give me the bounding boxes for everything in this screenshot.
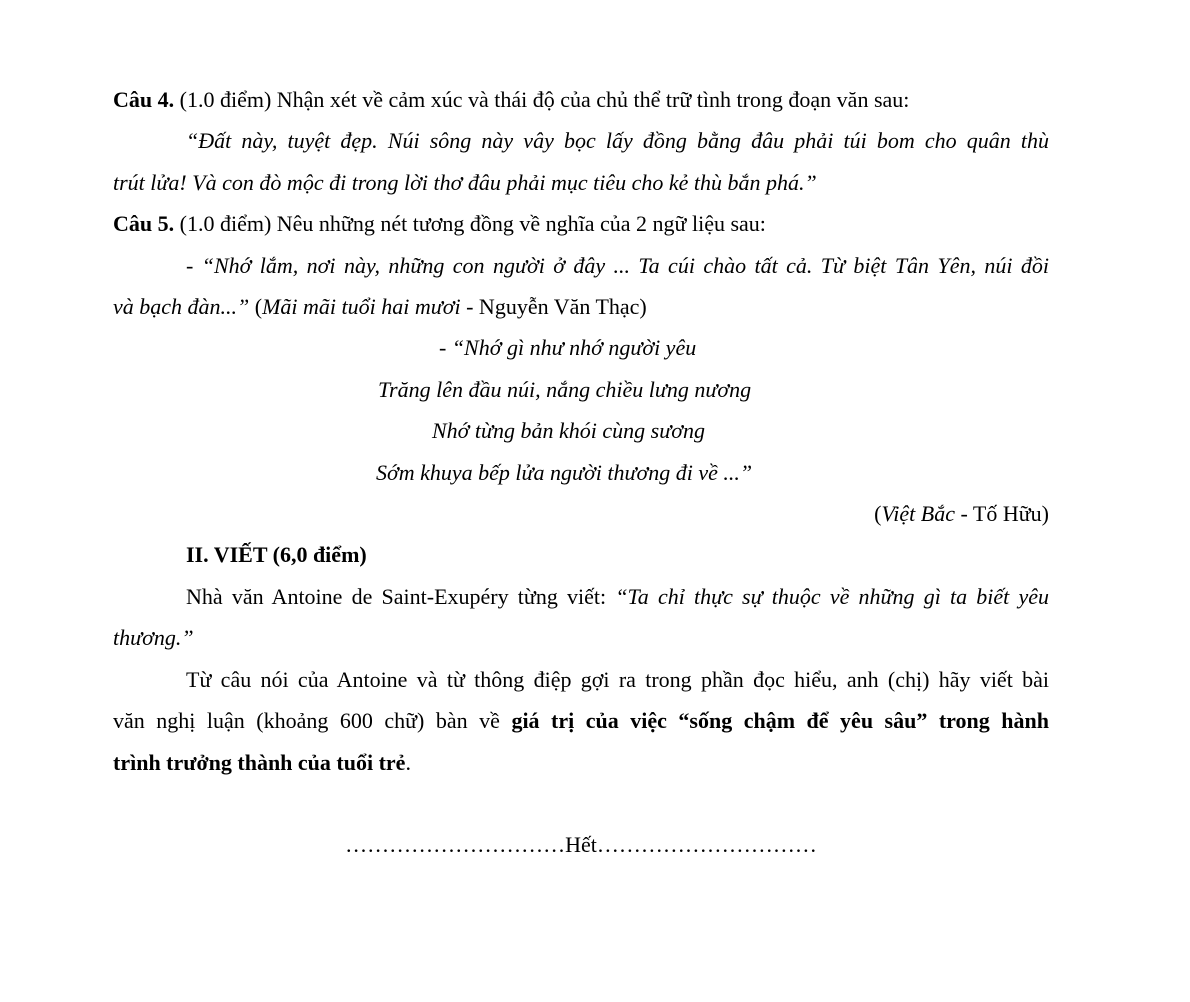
poem-line-1: - “Nhớ gì như nhớ người yêu: [439, 335, 697, 361]
excerpt-1-line-2: [113, 286, 1049, 327]
question-4: [113, 79, 1049, 120]
question-4-label: Câu 4.: [113, 87, 175, 112]
document-page: [113, 79, 1049, 865]
section-2-para-2-line-3-emphasis: trình trưởng thành của tuổi trẻ: [113, 749, 406, 775]
excerpt-1-source-title: Mãi mãi tuổi hai mươi: [262, 294, 461, 320]
section-2-para-1-quote: “Ta chỉ thực sự thuộc về những gì ta biết yêu: [615, 583, 1049, 609]
excerpt-1-line-2-text: và bạch đàn...”: [113, 294, 250, 320]
section-2-para-2-line-2-emphasis: giá trị của việc “sống chậm để yêu sâu” trong hành: [511, 708, 1050, 734]
excerpt-1-source-author: - Nguyễn Văn Thạc): [460, 294, 647, 320]
question-4-quote-line-2: trút lửa! Và con đò mộc đi trong lời thơ đâu phải mục tiêu cho kẻ thù bắn phá.”: [113, 169, 817, 195]
section-2-para-2-line-1: Từ câu nói của Antoine và từ thông điệp gợi ra trong phần đọc hiểu, anh (chị) hãy viết bài: [186, 666, 1049, 692]
question-5: [113, 203, 1049, 244]
question-5-text: (1.0 điểm) Nêu những nét tương đồng về nghĩa của 2 ngữ liệu sau:: [174, 211, 766, 237]
section-2-para-1-lead: Nhà văn Antoine de Saint-Exupéry từng viết:: [186, 583, 616, 609]
poem-source-title: Việt Bắc: [881, 501, 955, 527]
question-4-text: (1.0 điểm) Nhận xét về cảm xúc và thái độ của chủ thể trữ tình trong đoạn văn sau:: [174, 87, 910, 112]
section-2-para-2-line-3-end: .: [405, 749, 411, 775]
section-2-para-2-line-2-text: văn nghị luận (khoảng 600 chữ) bàn về: [113, 708, 512, 734]
poem-line-4: Sớm khuya bếp lửa người thương đi về ...”: [376, 459, 753, 485]
section-2-para-2-line-2: [113, 700, 1049, 741]
poem-source: [113, 493, 1049, 534]
poem-line-3: Nhớ từng bản khói cùng sương: [432, 418, 705, 444]
poem-line-2: Trăng lên đầu núi, nắng chiều lưng nương: [378, 376, 752, 402]
excerpt-1-source-open: (: [249, 294, 263, 320]
question-5-label: Câu 5.: [113, 211, 175, 237]
poem-source-author: - Tố Hữu): [954, 501, 1049, 527]
end-mark: …………………………Hết…………………………: [345, 831, 817, 857]
spacer: [113, 783, 1049, 824]
section-2-heading: II. VIẾT (6,0 điểm): [186, 542, 367, 568]
excerpt-1-line-1: - “Nhớ lắm, nơi này, những con người ở đây ... Ta cúi chào tất cả. Từ biệt Tân Yên, núi đồi: [186, 252, 1049, 278]
section-2-para-1-line-2: thương.”: [113, 625, 194, 651]
section-2-para-2-line-3: [113, 742, 1049, 783]
poem-source-open: (: [874, 501, 882, 527]
question-4-quote-line-1: “Đất này, tuyệt đẹp. Núi sông này vây bọc lấy đồng bằng đâu phải túi bom cho quân thù: [186, 128, 1049, 154]
section-2-para-1-line-1: [113, 576, 1049, 617]
